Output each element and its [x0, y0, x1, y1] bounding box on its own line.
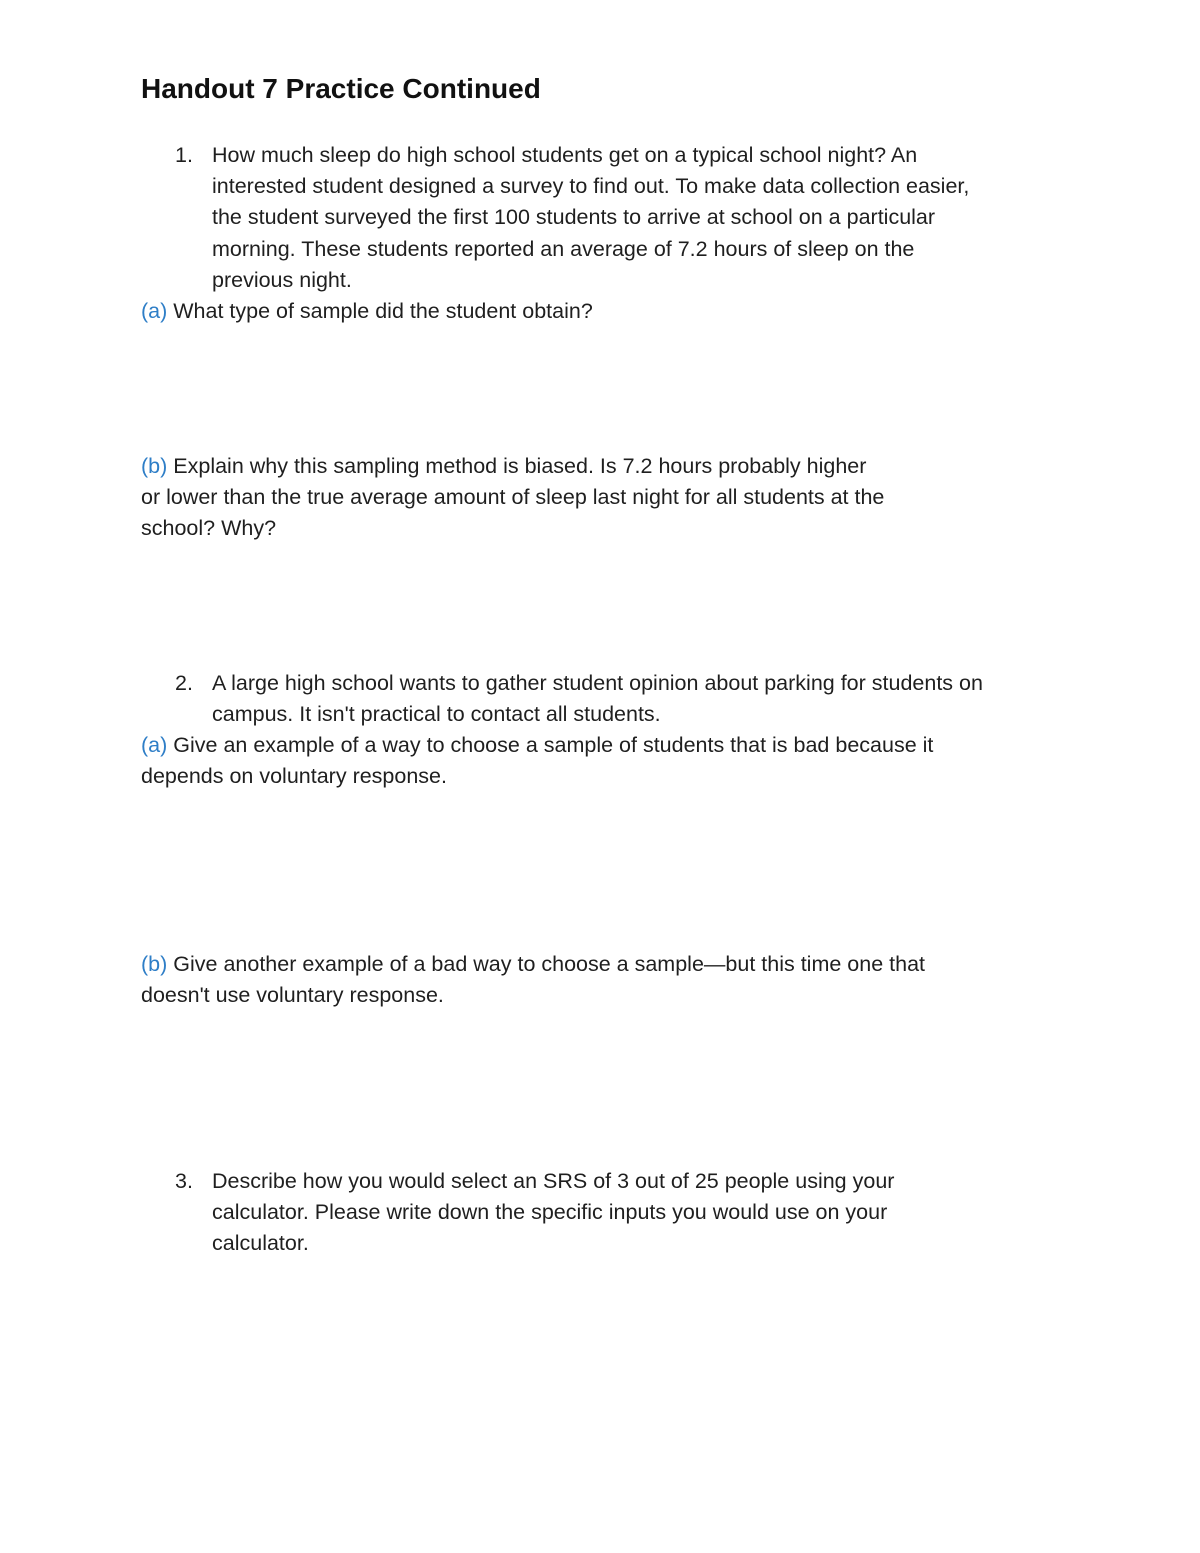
question-number: 2.: [175, 671, 193, 695]
question-1-part-b: [141, 451, 1041, 545]
part-text: Give another example of a bad way to choose a sample—but this time one that: [173, 952, 925, 976]
question-line: A large high school wants to gather student opinion about parking for students on: [212, 671, 983, 695]
question-2-part-b: [141, 949, 1041, 1011]
part-line: [141, 949, 1041, 980]
question-line: campus. It isn't practical to contact all students.: [212, 702, 661, 727]
question-line: interested student designed a survey to find out. To make data collection easier,: [212, 174, 970, 199]
part-line: [141, 730, 1041, 761]
question-line: calculator. Please write down the specific inputs you would use on your: [212, 1200, 888, 1225]
part-label: (a): [141, 733, 168, 757]
question-line: morning. These students reported an average of 7.2 hours of sleep on the: [212, 236, 915, 261]
question-number: 1.: [175, 143, 193, 167]
part-line: depends on voluntary response.: [141, 764, 447, 789]
part-label: (b): [141, 952, 168, 976]
question-text: [212, 140, 1092, 296]
question-line: the student surveyed the first 100 students to arrive at school on a particular: [212, 205, 936, 230]
part-line: doesn't use voluntary response.: [141, 983, 444, 1008]
part-text: What type of sample did the student obtain?: [173, 299, 593, 323]
part-text: Give an example of a way to choose a sample of students that is bad because it: [173, 733, 934, 757]
part-line: or lower than the true average amount of sleep last night for all students at the: [141, 485, 885, 510]
question-1-part-a: [141, 296, 1041, 327]
question-text: [212, 1166, 1092, 1260]
question-text: [212, 668, 1092, 730]
part-label: (a): [141, 299, 168, 323]
question-line: Describe how you would select an SRS of 3 out of 25 people using your: [212, 1169, 895, 1193]
part-text: Explain why this sampling method is biased. Is 7.2 hours probably higher: [173, 454, 867, 478]
question-2-part-a: [141, 730, 1041, 792]
question-line: previous night.: [212, 267, 352, 292]
question-number: 3.: [175, 1169, 193, 1193]
part-line: [141, 451, 1041, 482]
question-line: calculator.: [212, 1231, 309, 1256]
question-line: How much sleep do high school students get on a typical school night? An: [212, 143, 918, 167]
part-line: school? Why?: [141, 516, 277, 541]
part-line: [141, 296, 1041, 327]
document-title: Handout 7 Practice Continued: [141, 73, 541, 104]
part-label: (b): [141, 454, 168, 478]
